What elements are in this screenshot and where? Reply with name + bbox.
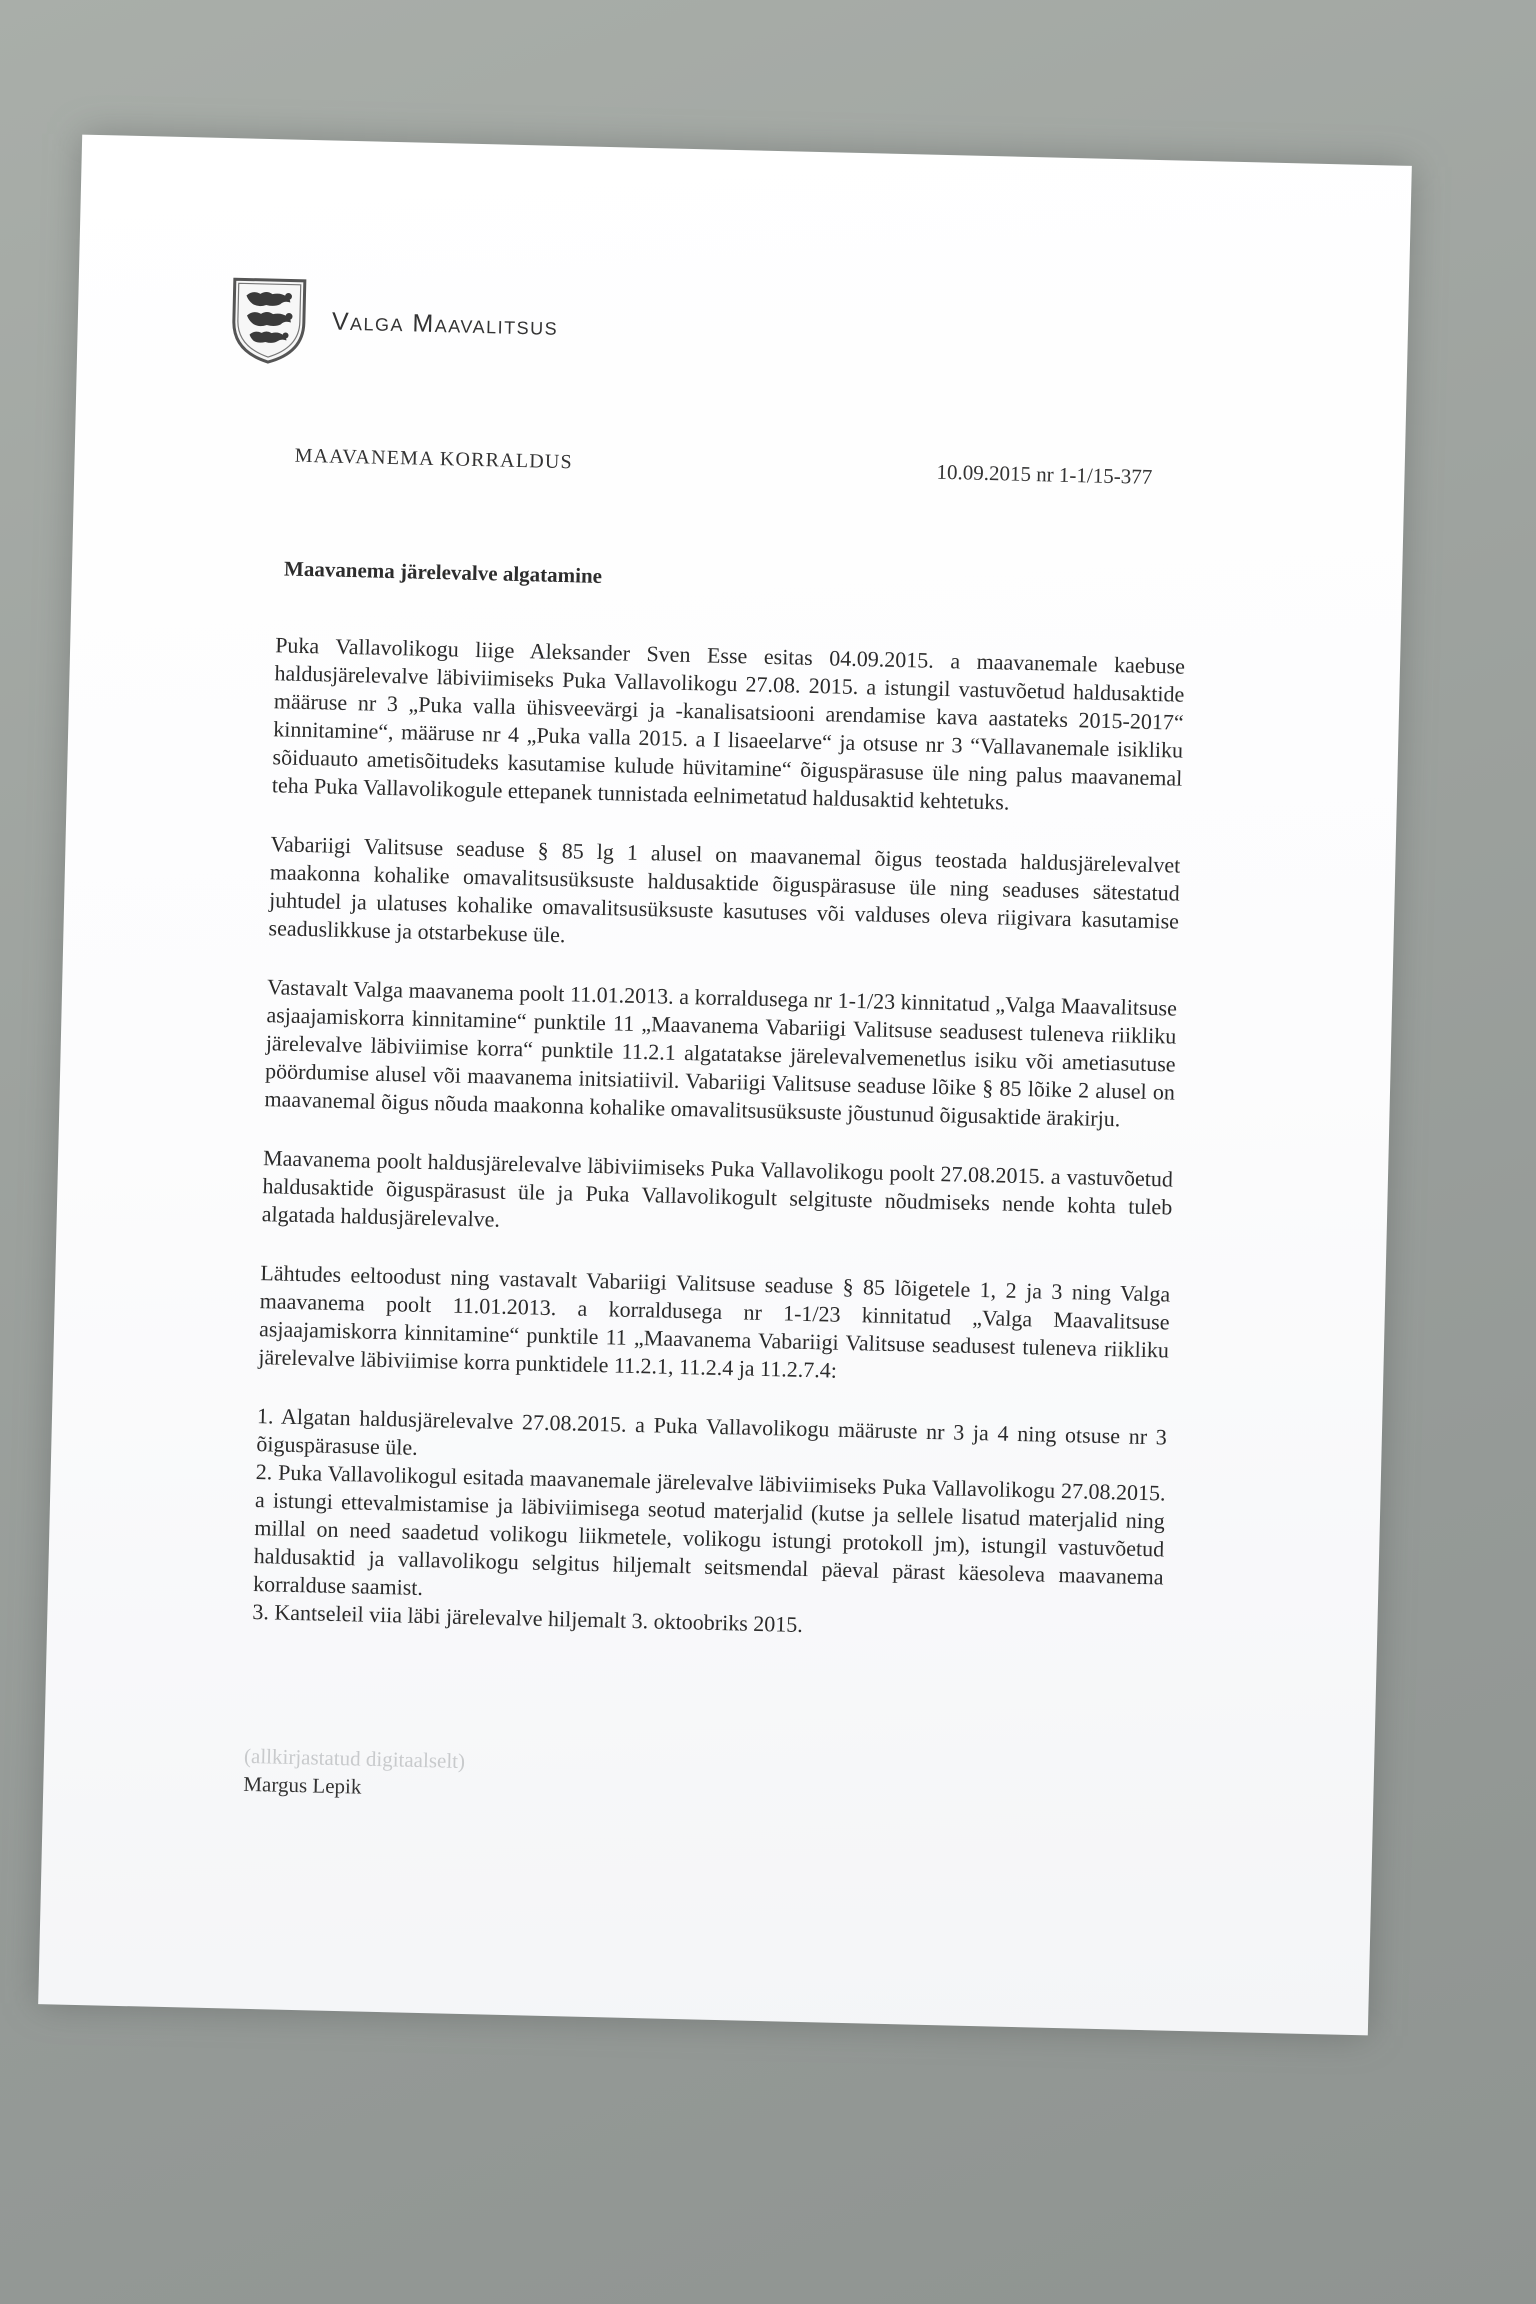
- coat-of-arms-icon: [227, 273, 311, 367]
- document-date-number: 10.09.2015 nr 1-1/15-377: [936, 459, 1153, 489]
- letterhead: [227, 273, 559, 373]
- signatory-name: Margus Lepik: [243, 1771, 362, 1799]
- body-paragraph: Vastavalt Valga maavanema poolt 11.01.2013. a korraldusega nr 1-1/23 kinnitatud „Valga Maavalitsuse asjaajamiskorra kinnitamine“ punktile 11 „Maavanema Vabariigi Valitsuse seadusest tuleneva riikliku järelevalve läbiviimise korra“ punktile 11.2.1 algatatakse järelevalvemenetlus isiku või ametiasutuse pöördumise alusel või maavanema initsiatiivil. Vabariigi Valitsuse seaduse lõike § 85 lõike 2 alusel on maavanemal õigus nõuda maakonna kohalike omavalitsusüksuste jõustunud õigusaktide ärakirju.: [264, 974, 1178, 1132]
- document-subject: Maavanema järelevalve algatamine: [283, 556, 603, 588]
- signature-block: [243, 1742, 465, 1803]
- body-paragraph: Vabariigi Valitsuse seaduse § 85 lg 1 alusel on maavanemal õigus teostada haldusjärelevalvet maakonna kohalike omavalitsusüksuste haldusaktide õiguspärasuse üle ning seaduses sätestatud juhtudel ja ulatuses kohalike omavalitsusüksuste kasutuses või valduses oleva riigivara kasutamise seaduslikkuse ja otstarbekuse üle.: [268, 831, 1181, 948]
- body-paragraph: Puka Vallavolikogu liige Aleksander Sven Esse esitas 04.09.2015. a maavanemale kaebuse haldusjärelevalve läbiviimiseks Puka Vallavolikogu 27.08. 2015. a istungil vastuvõetud haldusaktide määruse nr 3 „Puka valla ühisveevärgi ja -kanalisatsiooni arendamise kava aastateks 2015-2017“ kinnitamine“, määruse nr 4 „Puka valla 2015. a I lisaeelarve“ ja otsuse nr 3 “Vallavanemale isikliku sõiduauto ametisõitudeks kasutamise kulude hüvitamine“ õiguspärasuse üle ning palus maavanemal teha Puka Vallavolikogule ettepanek tunnistada eelnimetatud haldusaktid kehtetuks.: [271, 632, 1186, 815]
- organization-name: Valga Maavalitsus: [331, 307, 559, 341]
- decision-item: 2. Puka Vallavolikogul esitada maavanemale järelevalve läbiviimiseks Puka Vallavolikogu 27.08.2015. a istungi ettevalmistamise ja läbiviimisega seotud materjalid (kutse ja sellele lisatud materjalid ning millal on need saadetud volikogu liikmetele, volikogu istungi protokoll jm), istungil vastuvõetud haldusaktid ja vallavolikogu selgitus hiljemalt seitsmendal päeval pärast käesoleva maavanema korralduse saamist.: [252, 1459, 1166, 1601]
- body-paragraph: Lähtudes eeltoodust ning vastavalt Vabariigi Valitsuse seaduse § 85 lõigetele 1, 2 ja 3 ning Valga maavanema poolt 11.01.2013. a korraldusega nr 1-1/23 kinnitatud „Valga Maavalitsuse asjaajamiskorra kinnitamine“ punktile 11 „Maavanema Vabariigi Valitsuse seadusest tuleneva riikliku järelevalve läbiviimise korra punktidele 11.2.1, 11.2.4 ja 11.2.7.4:: [258, 1260, 1171, 1383]
- decision-item: 3. Kantseleil viia läbi järelevalve hiljemalt 3. oktoobriks 2015.: [252, 1599, 804, 1637]
- document-sheet: [38, 135, 1412, 2036]
- decision-item: 1. Algatan haldusjärelevalve 27.08.2015. a Puka Vallavolikogu määruste nr 3 ja 4 ning otsuse nr 3 õiguspärasuse üle.: [256, 1403, 1168, 1460]
- body-paragraph: Maavanema poolt haldusjärelevalve läbiviimiseks Puka Vallavolikogu poolt 27.08.2015. a vastuvõetud haldusaktide õiguspärasust üle ja Puka Vallavolikogult selgituste nõudmiseks nende kohta tuleb algatada haldusjärelevalve.: [261, 1145, 1174, 1232]
- document-body: [252, 631, 1185, 1647]
- signature-note: (allkirjastatud digitaalselt): [243, 1743, 466, 1774]
- document-type: MAAVANEMA KORRALDUS: [294, 444, 574, 474]
